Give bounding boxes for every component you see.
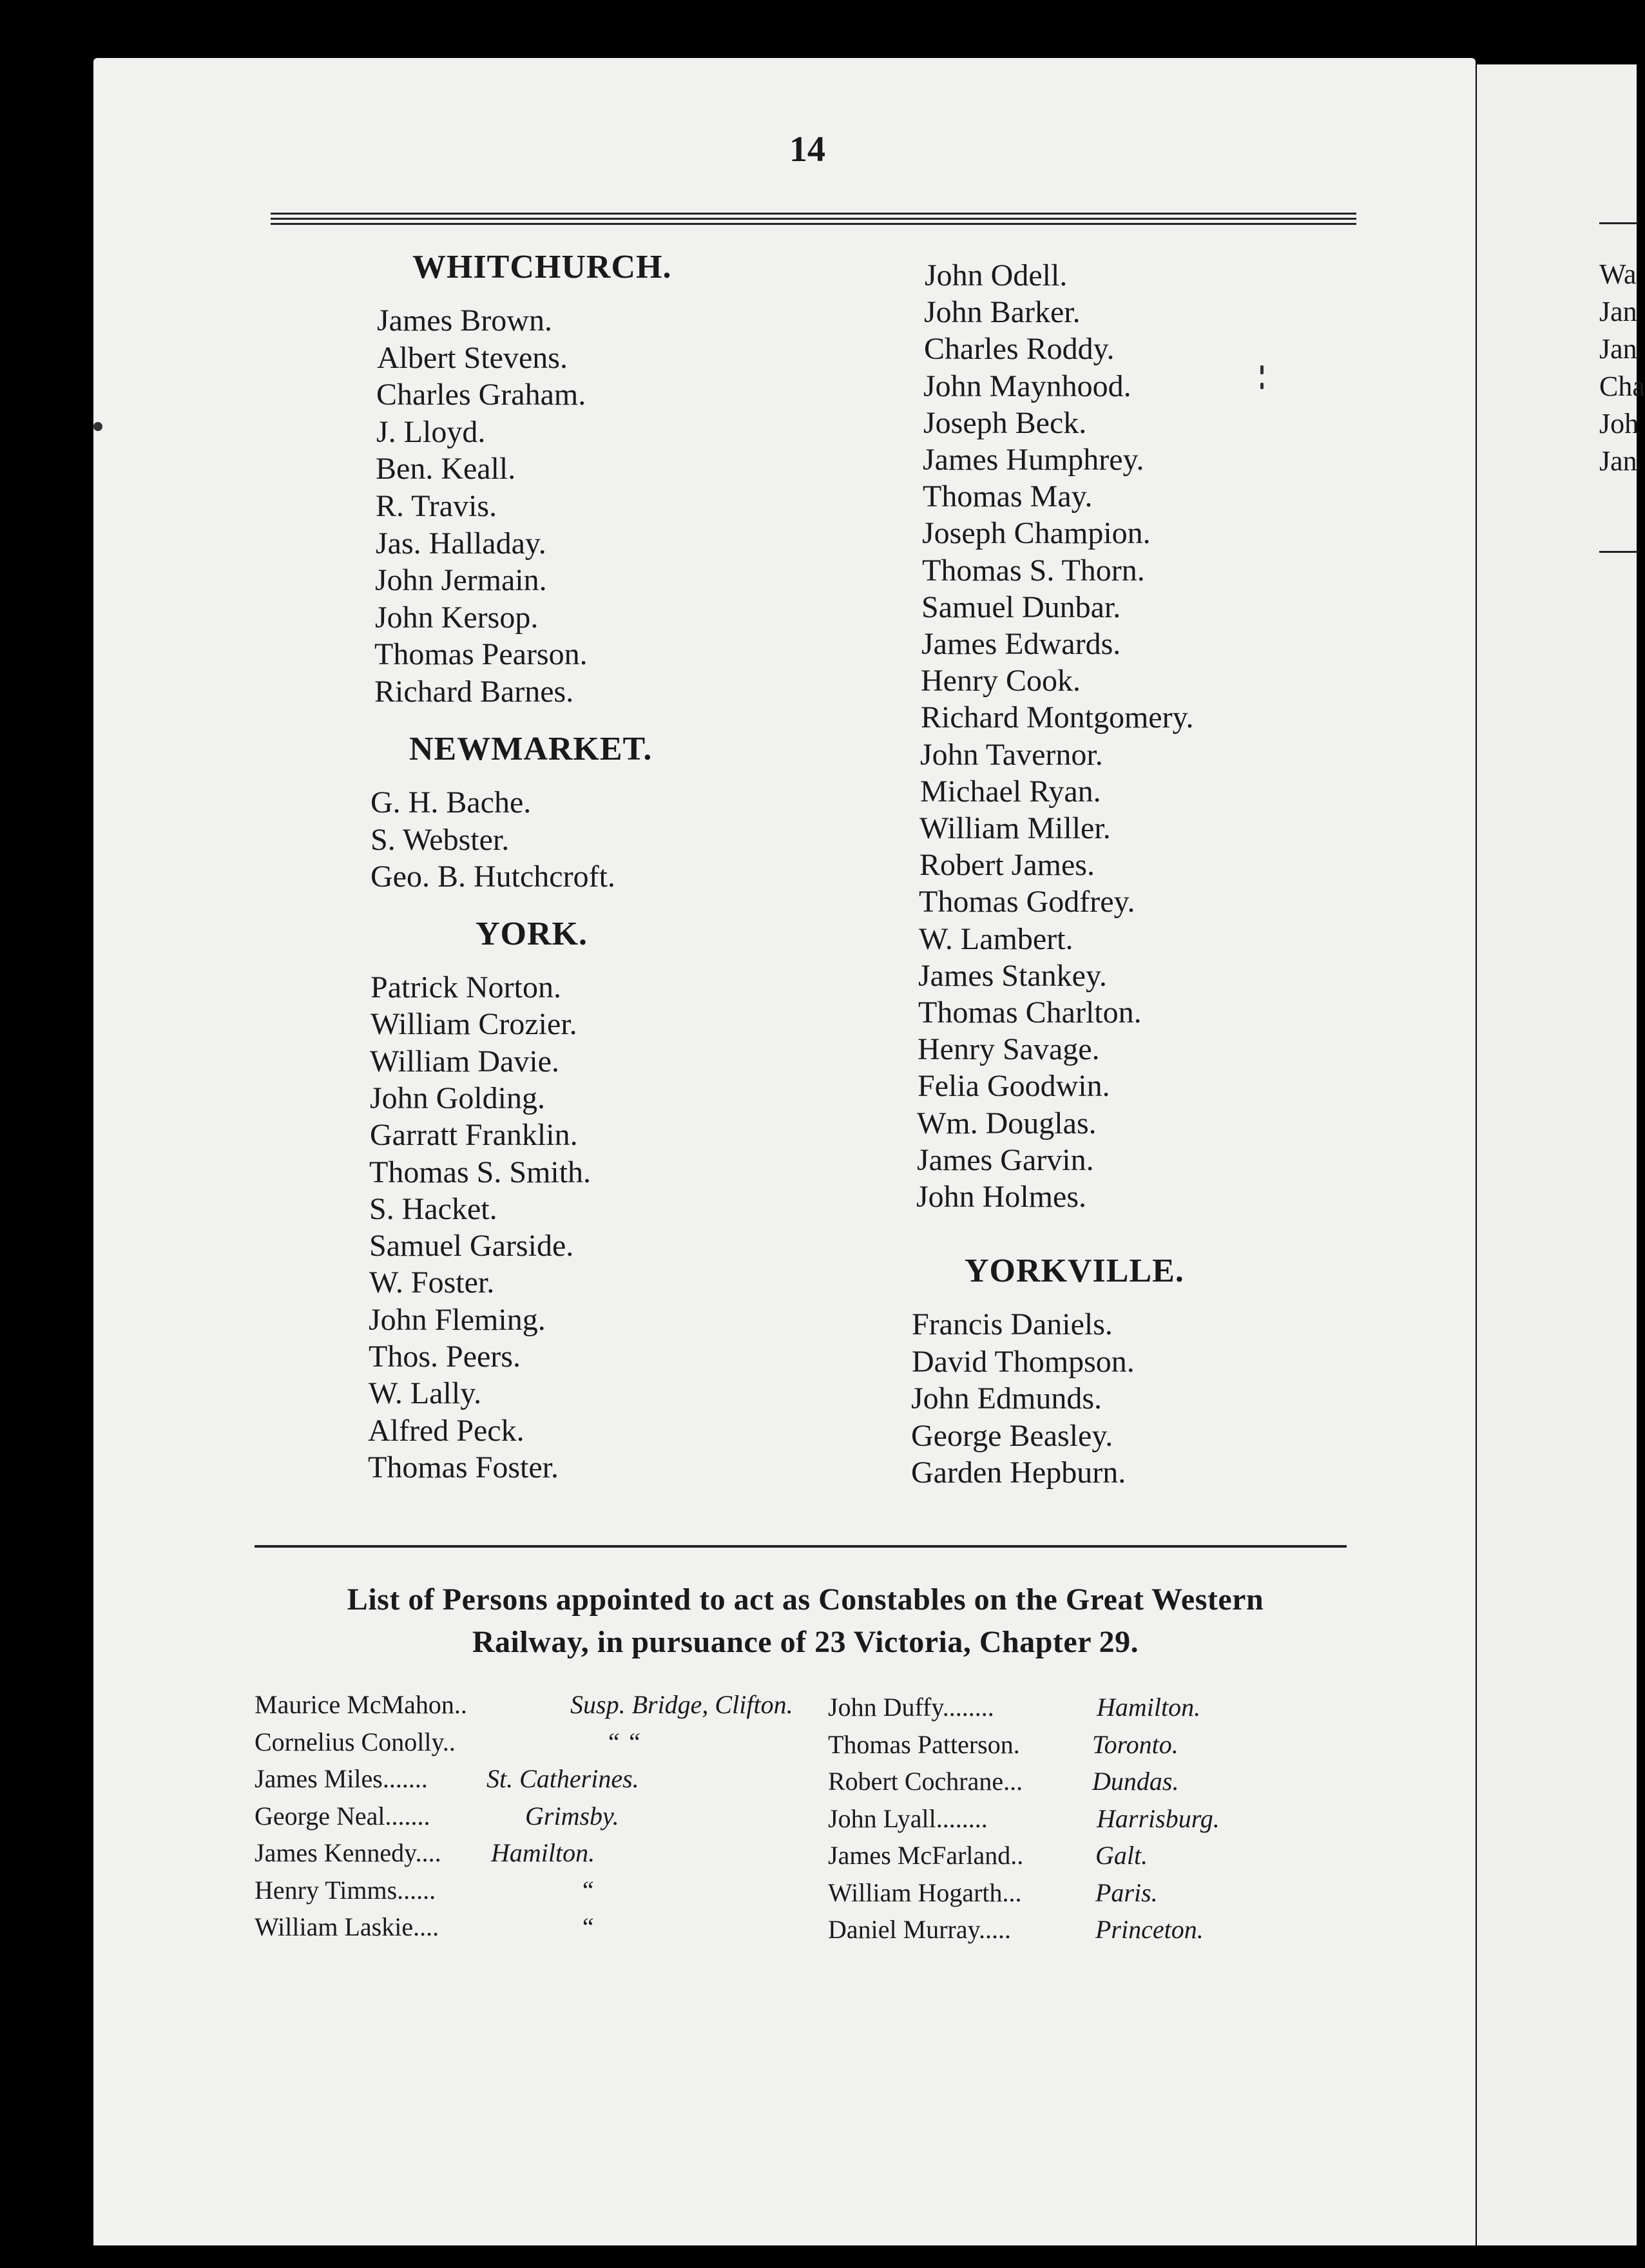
- section-heading-york: YORK.: [476, 916, 588, 952]
- person-name: Patrick Norton.: [370, 970, 561, 1004]
- person-name: Samuel Dunbar.: [921, 590, 1121, 624]
- constable-station: Toronto.: [1092, 1730, 1178, 1759]
- person-name: James Edwards.: [921, 627, 1121, 661]
- person-name: James Stankey.: [918, 959, 1107, 993]
- person-name: Richard Montgomery.: [921, 700, 1194, 735]
- next-page-fragment: Jan: [1599, 296, 1637, 327]
- person-name: Robert James.: [919, 848, 1095, 882]
- person-name: Alfred Peck.: [368, 1414, 524, 1448]
- leader-dots: .: [1013, 1730, 1020, 1759]
- ink-speck: [93, 422, 102, 431]
- constable-station-cell: [580, 1875, 594, 1905]
- next-page-fragment: Cha: [1599, 370, 1645, 402]
- person-name: S. Hacket.: [369, 1192, 497, 1226]
- leader-dots: ....: [415, 1838, 441, 1867]
- leader-dots: .......: [385, 1802, 430, 1831]
- leader-dots: ........: [942, 1693, 994, 1722]
- constable-station: Hamilton.: [491, 1838, 595, 1867]
- constable-name: Maurice McMahon: [255, 1690, 454, 1719]
- person-name: S. Webster.: [370, 823, 510, 857]
- constable-station-cell: [1092, 1766, 1178, 1796]
- leader-dots: ......: [397, 1876, 436, 1905]
- constable-name: George Neal: [255, 1802, 385, 1831]
- person-name: Samuel Garside.: [369, 1229, 574, 1263]
- person-name: Henry Cook.: [921, 664, 1081, 698]
- constable-row: [828, 1766, 1023, 1796]
- constable-row: [828, 1803, 988, 1834]
- person-name: J. Lloyd.: [376, 415, 486, 449]
- person-name: Charles Graham.: [376, 378, 586, 412]
- person-name: Richard Barnes.: [374, 675, 574, 709]
- railway-list-title-line: Railway, in pursuance of 23 Victoria, Chapter 29.: [472, 1625, 1139, 1659]
- person-name: John Maynhood.: [923, 369, 1131, 403]
- person-name: Joseph Beck.: [923, 406, 1087, 440]
- ink-speck: [1260, 365, 1264, 374]
- person-name: Thomas Charlton.: [918, 995, 1142, 1030]
- constable-row: [828, 1840, 1023, 1870]
- next-page-rule: [1599, 222, 1638, 224]
- person-name: Thomas S. Smith.: [369, 1155, 592, 1189]
- header-rule: [271, 213, 1356, 215]
- constable-row: [828, 1729, 1020, 1760]
- constable-name: William Hogarth: [828, 1878, 1003, 1907]
- person-name: Thomas May.: [923, 479, 1093, 514]
- person-name: John Golding.: [370, 1081, 546, 1115]
- person-name: Garden Hepburn.: [911, 1456, 1126, 1490]
- constable-row: [255, 1912, 439, 1942]
- constable-name: James Miles: [255, 1764, 383, 1793]
- person-name: Francis Daniels.: [912, 1307, 1113, 1341]
- constable-name: James Kennedy: [255, 1838, 416, 1867]
- constable-station-cell: [1097, 1692, 1200, 1722]
- constable-station: “: [580, 1876, 595, 1905]
- constable-station-cell: [1097, 1803, 1220, 1834]
- constable-row: [255, 1727, 456, 1757]
- person-name: James Humphrey.: [923, 443, 1144, 477]
- constable-row: [255, 1763, 428, 1794]
- person-name: David Thompson.: [912, 1345, 1135, 1379]
- header-rule: [271, 218, 1356, 220]
- person-name: Joseph Champion.: [922, 516, 1151, 550]
- person-name: Thomas S. Thorn.: [922, 553, 1145, 588]
- leader-dots: ...: [1003, 1767, 1023, 1796]
- person-name: John Barker.: [924, 295, 1081, 329]
- person-name: Ben. Keall.: [376, 452, 516, 486]
- constable-name: Cornelius Conolly: [255, 1727, 443, 1756]
- constable-station: Harrisburg.: [1097, 1804, 1220, 1833]
- constable-station-cell: [580, 1912, 594, 1942]
- page-number: 14: [789, 130, 825, 169]
- constable-name: Thomas Patterson: [828, 1730, 1014, 1759]
- railway-list-title-line: List of Persons appointed to act as Constables on the Great Western: [347, 1582, 1264, 1617]
- leader-dots: ..: [454, 1690, 467, 1719]
- person-name: Michael Ryan.: [920, 774, 1101, 809]
- constable-station: Dundas.: [1092, 1767, 1179, 1796]
- person-name: John Tavernor.: [920, 738, 1103, 772]
- person-name: Charles Roddy.: [924, 332, 1115, 366]
- person-name: Wm. Douglas.: [917, 1106, 1097, 1140]
- ink-speck: [1260, 383, 1264, 389]
- leader-dots: ...: [1002, 1878, 1022, 1907]
- constable-name: John Lyall: [828, 1804, 936, 1833]
- constable-station: Hamilton.: [1097, 1693, 1201, 1722]
- constable-station: St. Catherines.: [486, 1764, 639, 1793]
- constable-station-cell: [1095, 1914, 1204, 1945]
- section-heading-whitchurch: WHITCHURCH.: [412, 249, 672, 285]
- person-name: Thomas Foster.: [368, 1450, 559, 1485]
- leader-dots: ........: [936, 1804, 988, 1833]
- person-name: William Crozier.: [370, 1007, 577, 1041]
- person-name: Jas. Halladay.: [376, 526, 546, 561]
- person-name: John Fleming.: [369, 1303, 546, 1337]
- next-page-fragment: Jan: [1599, 445, 1637, 477]
- constable-row: [828, 1914, 1011, 1945]
- constable-station: Galt.: [1095, 1841, 1148, 1870]
- constable-name: James McFarland: [828, 1841, 1011, 1870]
- person-name: Garratt Franklin.: [370, 1118, 578, 1152]
- leader-dots: .....: [978, 1915, 1011, 1944]
- constable-row: [255, 1875, 436, 1905]
- person-name: Thos. Peers.: [369, 1340, 521, 1374]
- leader-dots: ..: [442, 1727, 456, 1756]
- person-name: Thomas Godfrey.: [919, 885, 1135, 919]
- section-heading-newmarket: NEWMARKET.: [409, 731, 653, 767]
- constable-row: [255, 1838, 441, 1868]
- constable-station: “ “: [606, 1727, 641, 1756]
- constable-name: John Duffy: [828, 1693, 943, 1722]
- next-page-edge: [1477, 64, 1645, 2245]
- person-name: John Odell.: [925, 258, 1068, 293]
- constable-row: [828, 1692, 994, 1722]
- person-name: James Brown.: [377, 303, 552, 338]
- section-heading-yorkville: YORKVILLE.: [965, 1253, 1184, 1289]
- person-name: Albert Stevens.: [377, 341, 568, 375]
- constable-station: “: [580, 1912, 595, 1941]
- section-divider: [255, 1545, 1347, 1548]
- constable-station-cell: [491, 1838, 595, 1868]
- person-name: James Garvin.: [917, 1143, 1094, 1177]
- person-name: William Davie.: [370, 1044, 559, 1079]
- person-name: W. Lally.: [369, 1376, 482, 1410]
- person-name: Geo. B. Hutchcroft.: [370, 860, 615, 894]
- constable-name: Daniel Murray: [828, 1915, 979, 1944]
- person-name: R. Travis.: [376, 489, 497, 523]
- constable-station-cell: [1095, 1840, 1148, 1870]
- person-name: Henry Savage.: [918, 1032, 1100, 1066]
- constable-station: Paris.: [1095, 1878, 1158, 1907]
- constable-station-cell: [486, 1763, 639, 1794]
- person-name: W. Lambert.: [919, 922, 1073, 956]
- constable-row: [828, 1878, 1022, 1908]
- person-name: W. Foster.: [369, 1265, 495, 1300]
- constable-name: Henry Timms: [255, 1876, 398, 1905]
- railway-list-title: [255, 1579, 1356, 1664]
- leader-dots: ..: [1010, 1841, 1024, 1870]
- next-page-fragment: Joh: [1599, 408, 1639, 439]
- person-name: G. H. Bache.: [370, 785, 532, 820]
- constable-station-cell: [525, 1801, 619, 1831]
- person-name: Felia Goodwin.: [918, 1069, 1110, 1103]
- person-name: William Miller.: [919, 811, 1111, 845]
- constable-name: Robert Cochrane: [828, 1767, 1004, 1796]
- constable-row: [255, 1801, 430, 1831]
- person-name: George Beasley.: [911, 1419, 1113, 1453]
- header-rule: [271, 223, 1356, 225]
- person-name: John Jermain.: [375, 563, 547, 597]
- constable-station: Grimsby.: [525, 1802, 619, 1831]
- next-page-fragment: Wa: [1599, 258, 1637, 290]
- constable-station-cell: [1095, 1878, 1158, 1908]
- next-page-fragment: Jan: [1599, 333, 1637, 365]
- constable-station-cell: [570, 1689, 793, 1720]
- constable-station-cell: [606, 1727, 641, 1757]
- person-name: Thomas Pearson.: [374, 637, 588, 671]
- leader-dots: ....: [413, 1912, 439, 1941]
- person-name: John Edmunds.: [911, 1381, 1102, 1416]
- constable-name: William Laskie: [255, 1912, 414, 1941]
- leader-dots: .......: [382, 1764, 428, 1793]
- constable-row: [255, 1689, 467, 1720]
- next-page-rule: [1599, 551, 1638, 553]
- constable-station: Princeton.: [1095, 1915, 1204, 1944]
- constable-station-cell: [1092, 1729, 1178, 1760]
- person-name: John Holmes.: [916, 1180, 1086, 1214]
- person-name: John Kersop.: [375, 601, 539, 635]
- constable-station: Susp. Bridge, Clifton.: [570, 1690, 793, 1719]
